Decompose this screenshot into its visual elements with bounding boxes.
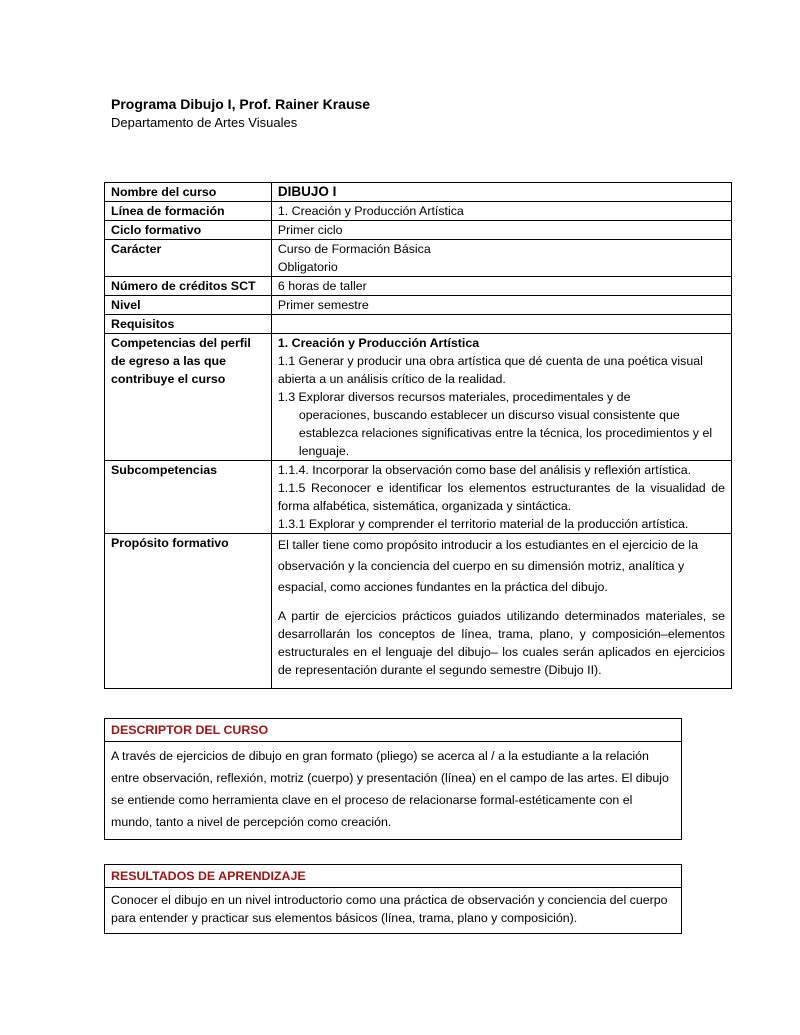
competency-item-continuation: operaciones, buscando establecer un discurso visual consistente que establezca relaciones significativas entre la técnica, los procedimientos y el lenguaje. [298,408,713,458]
department-name: Departamento de Artes Visuales [111,115,298,130]
purpose-value [271,534,731,689]
competencies-value [271,334,731,461]
table-row [105,221,732,240]
row-value [271,240,731,277]
character-line: Obligatorio [277,260,338,274]
table-row [105,461,732,534]
subcompetency-item: 1.1.5 Reconocer e identificar los elementos estructurantes de la visualidad de forma alfabética, sistemática, organizada y sintáctica. [277,481,725,513]
row-label: Nombre del curso [105,183,272,202]
table-row [105,240,732,277]
row-value: 1. Creación y Producción Artística [271,202,731,221]
competency-item: 1.1 Generar y producir una obra artística que dé cuenta de una poética visual abierta a un análisis crítico de la realidad. [277,354,703,386]
row-label: Competencias del perfil de egreso a las que contribuye el curso [105,334,272,461]
subcompetency-item: 1.1.4. Incorporar la observación como base del análisis y reflexión artística. [277,463,692,477]
row-value: Primer ciclo [271,221,731,240]
row-value [271,315,731,334]
purpose-paragraph: A partir de ejercicios prácticos guiados utilizando determinados materiales, se desarrollarán los conceptos de línea, trama, plano, y composición–elementos estructurales en el lenguaje del dibujo– los cuales serán aplicados en ejercicios de representación durante el segundo semestre (Dibujo II). [277,609,725,677]
row-label: Número de créditos SCT [105,277,272,296]
row-label: Requisitos [105,315,272,334]
row-label: Carácter [105,240,272,277]
subcompetency-item: 1.3.1 Explorar y comprender el territorio material de la producción artística. [277,517,689,531]
subcompetencies-value [271,461,731,534]
row-label: Propósito formativo [105,534,272,689]
table-row [105,202,732,221]
competency-item: 1.3 Explorar diversos recursos materiales, procedimentales y de [277,390,631,404]
learning-outcomes-box [104,864,682,934]
row-value: 6 horas de taller [271,277,731,296]
row-label: Línea de formación [105,202,272,221]
descriptor-box [104,718,682,840]
descriptor-heading: DESCRIPTOR DEL CURSO [105,719,681,742]
table-row [105,277,732,296]
character-line: Curso de Formación Básica [277,242,431,256]
row-value: Primer semestre [271,296,731,315]
document-title: Programa Dibujo I, Prof. Rainer Krause [111,96,371,112]
row-label: Ciclo formativo [105,221,272,240]
row-label: Subcompetencias [105,461,272,534]
row-label: Nivel [105,296,272,315]
table-row [105,296,732,315]
learning-outcomes-text: Conocer el dibujo en un nivel introductorio como una práctica de observación y conciencia del cuerpo para entender y practicar sus elementos básicos (línea, trama, plano y composición). [111,893,668,925]
course-info-table [104,182,732,689]
table-row [105,334,732,461]
table-row [105,315,732,334]
learning-outcomes-heading: RESULTADOS DE APRENDIZAJE [105,865,681,888]
table-row [105,534,732,689]
table-row [105,183,732,202]
descriptor-text: A través de ejercicios de dibujo en gran formato (pliego) se acerca al / a la estudiante a la relación entre observación, reflexión, motriz (cuerpo) y presentación (línea) en el campo de las artes. El dibujo se entiende como herramienta clave en el proceso de relacionarse formal-estéticamente con el mundo, tanto a nivel de percepción como creación. [111,749,669,829]
purpose-paragraph: El taller tiene como propósito introducir a los estudiantes en el ejercicio de la observación y la conciencia del cuerpo en su dimensión motriz, analítica y espacial, como acciones fundantes en la práctica del dibujo. [277,538,698,594]
document-header [111,95,370,132]
competency-heading: 1. Creación y Producción Artística [277,336,480,350]
course-name-value: DIBUJO I [271,183,731,202]
